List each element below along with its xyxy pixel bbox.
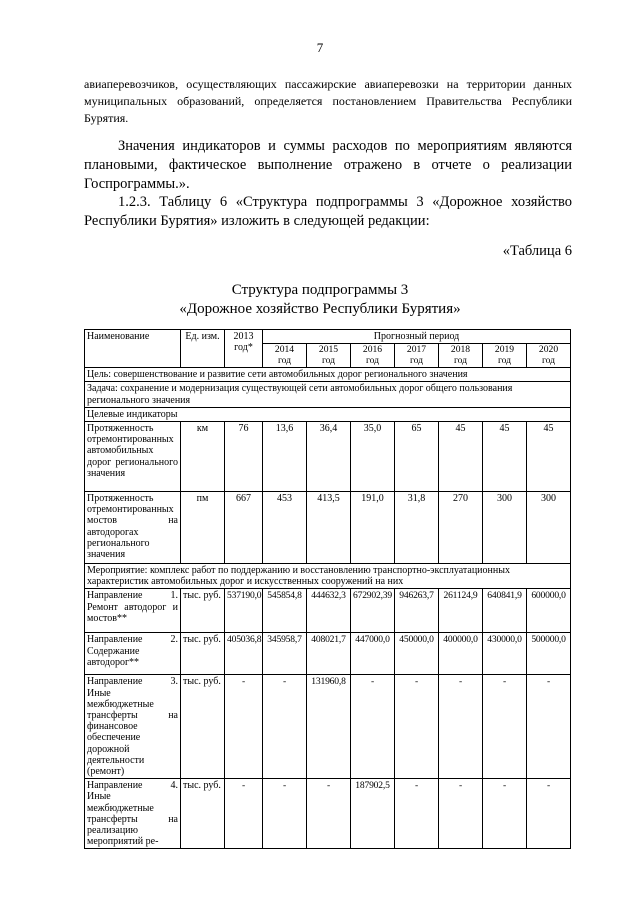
table-row — [85, 633, 571, 675]
row-value: 450000,0 — [395, 633, 439, 675]
row-value: 45 — [527, 422, 571, 492]
row-value: 300 — [483, 492, 527, 564]
paragraph-3: 1.2.3. Таблицу 6 «Структура подпрограммы 3 «Дорожное хозяйство Республики Бурятия» изложить в следующей редакции: — [84, 194, 572, 229]
row-unit: тыс. руб. — [181, 633, 225, 675]
row-value: 187902,5 — [351, 779, 395, 849]
table-label: «Таблица 6 — [502, 243, 572, 259]
row-name: Направление 3. Иные межбюджетные трансферты на финансовое обеспечение дорожной деятельности (ремонт) — [85, 675, 181, 779]
row-value: - — [483, 675, 527, 779]
row-value: - — [263, 675, 307, 779]
row-value: - — [483, 779, 527, 849]
activity-row — [85, 564, 571, 589]
table-row — [85, 422, 571, 492]
row-value: - — [225, 779, 263, 849]
row-value: - — [527, 779, 571, 849]
row-value: 500000,0 — [527, 633, 571, 675]
row-value: 408021,7 — [307, 633, 351, 675]
header-year: 2015 год — [307, 344, 351, 368]
row-value: 131960,8 — [307, 675, 351, 779]
table-title-line-1: Структура подпрограммы 3 — [231, 282, 409, 298]
row-value: 413,5 — [307, 492, 351, 564]
header-forecast: Прогнозный период — [263, 330, 571, 344]
row-value: 35,0 — [351, 422, 395, 492]
table-title — [0, 281, 640, 319]
row-value: 444632,3 — [307, 589, 351, 633]
row-value: - — [395, 779, 439, 849]
row-value: 191,0 — [351, 492, 395, 564]
paragraph-2: Значения индикаторов и суммы расходов по мероприятиям являются плановыми, фактическое выполнение отражено в отчете о реализации Госпрограммы.». — [84, 138, 572, 192]
row-value: 36,4 — [307, 422, 351, 492]
row-value: 270 — [439, 492, 483, 564]
row-value: - — [395, 675, 439, 779]
table-row — [85, 779, 571, 849]
header-year: 2018 год — [439, 344, 483, 368]
row-value: 946263,7 — [395, 589, 439, 633]
header-year: 2014 год — [263, 344, 307, 368]
row-value: 667 — [225, 492, 263, 564]
header-year: 2019 год — [483, 344, 527, 368]
header-year: 2016 год — [351, 344, 395, 368]
row-value: 430000,0 — [483, 633, 527, 675]
header-name: Наименование — [85, 330, 181, 368]
row-value: 45 — [439, 422, 483, 492]
row-unit: пм — [181, 492, 225, 564]
row-name: Направление 1. Ремонт автодорог и мостов** — [85, 589, 181, 633]
row-value: 13,6 — [263, 422, 307, 492]
indicators-label-row — [85, 407, 571, 421]
paragraph-1: авиаперевозчиков, осуществляющих пассажирские авиаперевозки на территории данных муниципальных образований, определяется постановлением Правительства Республики Бурятия. — [84, 77, 572, 125]
row-value: - — [263, 779, 307, 849]
row-value: 537190,0 — [225, 589, 263, 633]
structure-table — [84, 329, 571, 849]
table-title-line-2: «Дорожное хозяйство Республики Бурятия» — [179, 301, 461, 317]
row-unit: тыс. руб. — [181, 779, 225, 849]
row-name: Направление 2. Содержание автодорог** — [85, 633, 181, 675]
row-value: 600000,0 — [527, 589, 571, 633]
row-value: 300 — [527, 492, 571, 564]
row-value: 345958,7 — [263, 633, 307, 675]
row-value: - — [351, 675, 395, 779]
row-value: - — [439, 779, 483, 849]
row-unit: тыс. руб. — [181, 589, 225, 633]
row-value: 405036,8 — [225, 633, 263, 675]
row-value: 453 — [263, 492, 307, 564]
row-value: 640841,9 — [483, 589, 527, 633]
row-value: 261124,9 — [439, 589, 483, 633]
table-row — [85, 589, 571, 633]
row-value: 545854,8 — [263, 589, 307, 633]
row-unit: км — [181, 422, 225, 492]
header-row-1 — [85, 330, 571, 344]
header-unit: Ед. изм. — [181, 330, 225, 368]
row-value: - — [225, 675, 263, 779]
row-value: 65 — [395, 422, 439, 492]
row-value: 447000,0 — [351, 633, 395, 675]
row-value: 45 — [483, 422, 527, 492]
row-unit: тыс. руб. — [181, 675, 225, 779]
header-year: 2020 год — [527, 344, 571, 368]
goal-cell: Цель: совершенствование и развитие сети автомобильных дорог регионального значения — [85, 368, 571, 382]
task-cell: Задача: сохранение и модернизация существующей сети автомобильных дорог общего пользования регионального значения — [85, 382, 571, 407]
row-value: 31,8 — [395, 492, 439, 564]
goal-row — [85, 368, 571, 382]
activity-cell: Мероприятие: комплекс работ по поддержанию и восстановлению транспортно-эксплуатационных характеристик автомобильных дорог и искусственных сооружений на них — [85, 564, 571, 589]
row-name: Направление 4. Иные межбюджетные трансферты на реализацию мероприятий ре- — [85, 779, 181, 849]
row-name: Протяженность отремонтированных автомобильных дорог регионального значения — [85, 422, 181, 492]
row-name: Протяженность отремонтированных мостов на автодорогах регионального значения — [85, 492, 181, 564]
row-value: - — [439, 675, 483, 779]
row-value: - — [527, 675, 571, 779]
row-value: 400000,0 — [439, 633, 483, 675]
table-row — [85, 492, 571, 564]
row-value: 672902,39 — [351, 589, 395, 633]
header-base-year: 2013 год* — [225, 330, 263, 368]
page-number: 7 — [316, 40, 324, 55]
indicators-label-cell: Целевые индикаторы — [85, 407, 571, 421]
header-year: 2017 год — [395, 344, 439, 368]
task-row — [85, 382, 571, 407]
table-row — [85, 675, 571, 779]
row-value: 76 — [225, 422, 263, 492]
row-value: - — [307, 779, 351, 849]
